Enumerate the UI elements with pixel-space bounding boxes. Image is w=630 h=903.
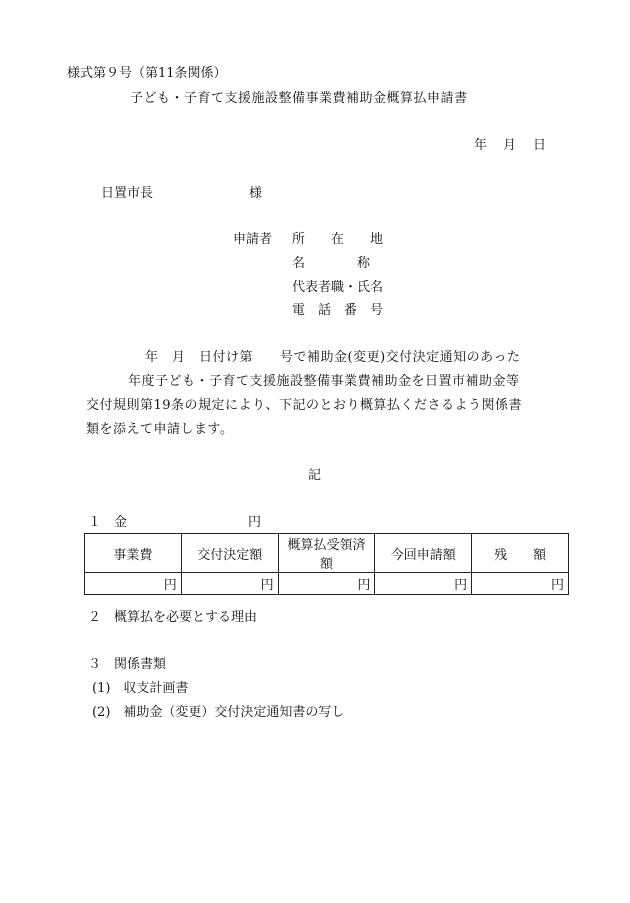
date-day: 日 (533, 138, 547, 153)
section-3-item: (1) 収支計画書 (92, 681, 189, 696)
applicant-name-label: 名 称 (292, 256, 371, 271)
date-year: 年 (474, 138, 488, 153)
table-row (85, 573, 569, 595)
body-line-2: 年度子ども・子育て支援施設整備事業費補助金を日置市補助金等 (128, 374, 520, 389)
table-header-cell: 交付決定額 (181, 534, 278, 573)
addressee-honorific: 様 (249, 186, 263, 201)
table-cell-unit: 円 (472, 573, 569, 595)
amount-table (84, 533, 569, 595)
table-header-cell: 概算払受領済額 (278, 534, 375, 573)
ki-heading: 記 (308, 468, 322, 483)
table-cell-unit: 円 (375, 573, 472, 595)
table-cell-unit: 円 (85, 573, 182, 595)
table-cell-unit: 円 (181, 573, 278, 595)
applicant-phone-label: 電 話 番 号 (292, 303, 384, 318)
section-1-unit: 円 (248, 515, 262, 530)
addressee-name: 日置市長 (101, 186, 154, 201)
form-number: 様式第９号（第11条関係） (67, 66, 227, 81)
applicant-representative-label: 代表者職・氏名 (292, 280, 384, 295)
table-cell-unit: 円 (278, 573, 375, 595)
applicant-address-label: 所 在 地 (292, 232, 384, 247)
table-header-row (85, 534, 569, 573)
body-line-1: 年 月 日付け第 号で補助金(変更)交付決定通知のあった (145, 350, 521, 365)
applicant-label: 申請者 (233, 232, 273, 247)
table-header-cell: 残 額 (472, 534, 569, 573)
body-line-4: 類を添えて申請します。 (86, 422, 234, 437)
body-line-3: 交付規則第19条の規定により、下記のとおり概算払くださるよう関係書 (86, 398, 523, 413)
section-2-heading: ２ 概算払を必要とする理由 (88, 610, 258, 625)
table-header-cell: 今回申請額 (375, 534, 472, 573)
section-3-item: (2) 補助金（変更）交付決定通知書の写し (92, 705, 345, 720)
table-header-cell: 事業費 (85, 534, 182, 573)
section-1-label: １ 金 (88, 515, 128, 530)
date-month: 月 (503, 138, 517, 153)
form-title: 子ども・子育て支援施設整備事業費補助金概算払申請書 (130, 91, 468, 106)
section-3-heading: ３ 関係書類 (88, 657, 167, 672)
